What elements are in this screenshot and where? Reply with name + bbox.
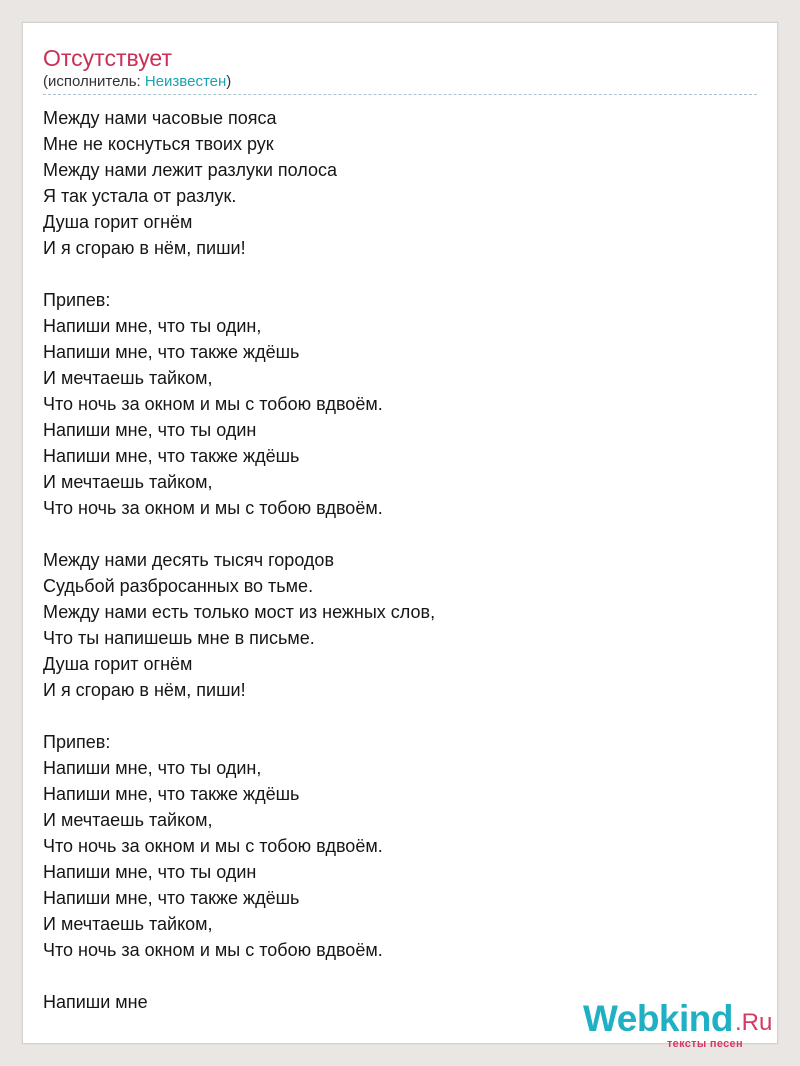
title-divider [43,94,757,95]
lyrics-line: Припев: [43,290,111,310]
lyrics-line: Напиши мне, что также ждёшь [43,446,300,466]
lyrics-page [22,22,778,1050]
site-logo[interactable] [583,997,783,1050]
song-title: Отсутствует [43,45,172,71]
lyrics-line: Что ты напишешь мне в письме. [43,628,315,648]
lyrics-blank-line [43,521,743,547]
artist-suffix: ) [226,73,232,90]
lyrics-line: И мечтаешь тайком, [43,810,213,830]
artist-line [43,73,231,91]
lyrics-line: Напиши мне, что ты один, [43,316,262,336]
artist-prefix: (исполнитель: [43,73,145,90]
lyrics-text [43,105,743,1015]
lyrics-line: Душа горит огнём [43,654,193,674]
logo-tagline: тексты песен [667,1038,743,1050]
lyrics-blank-line [43,963,743,989]
lyrics-line: Припев: [43,732,111,752]
lyrics-line: Судьбой разбросанных во тьме. [43,576,314,596]
lyrics-line: Я так устала от разлук. [43,186,237,206]
lyrics-line: Что ночь за окном и мы с тобою вдвоём. [43,394,383,414]
lyrics-line: Напиши мне, что также ждёшь [43,784,300,804]
lyrics-line: Напиши мне, что ты один [43,862,257,882]
lyrics-line: Между нами часовые пояса [43,108,277,128]
lyrics-line: Напиши мне, что ты один, [43,758,262,778]
lyrics-line: Между нами лежит разлуки полоса [43,160,337,180]
lyrics-line: Между нами десять тысяч городов [43,550,335,570]
lyrics-line: Напиши мне [43,992,148,1012]
logo-wordmark: Webkind [583,998,733,1039]
lyrics-line: И мечтаешь тайком, [43,914,213,934]
lyrics-line: Напиши мне, что также ждёшь [43,888,300,908]
lyrics-blank-line [43,703,743,729]
lyrics-line: Между нами есть только мост из нежных слов, [43,602,436,622]
lyrics-line: Что ночь за окном и мы с тобою вдвоём. [43,836,383,856]
lyrics-line: И мечтаешь тайком, [43,472,213,492]
lyrics-line: Напиши мне, что также ждёшь [43,342,300,362]
lyrics-line: Что ночь за окном и мы с тобою вдвоём. [43,940,383,960]
artist-link[interactable]: Неизвестен [144,73,227,90]
lyrics-line: И я сгораю в нём, пиши! [43,680,246,700]
lyrics-line: И я сгораю в нём, пиши! [43,238,246,258]
lyrics-line: И мечтаешь тайком, [43,368,213,388]
lyrics-blank-line [43,261,743,287]
lyrics-line: Душа горит огнём [43,212,193,232]
lyrics-line: Напиши мне, что ты один [43,420,257,440]
lyrics-line: Мне не коснуться твоих рук [43,134,274,154]
lyrics-line: Что ночь за окном и мы с тобою вдвоём. [43,498,383,518]
logo-domain: .Ru [735,1009,773,1036]
